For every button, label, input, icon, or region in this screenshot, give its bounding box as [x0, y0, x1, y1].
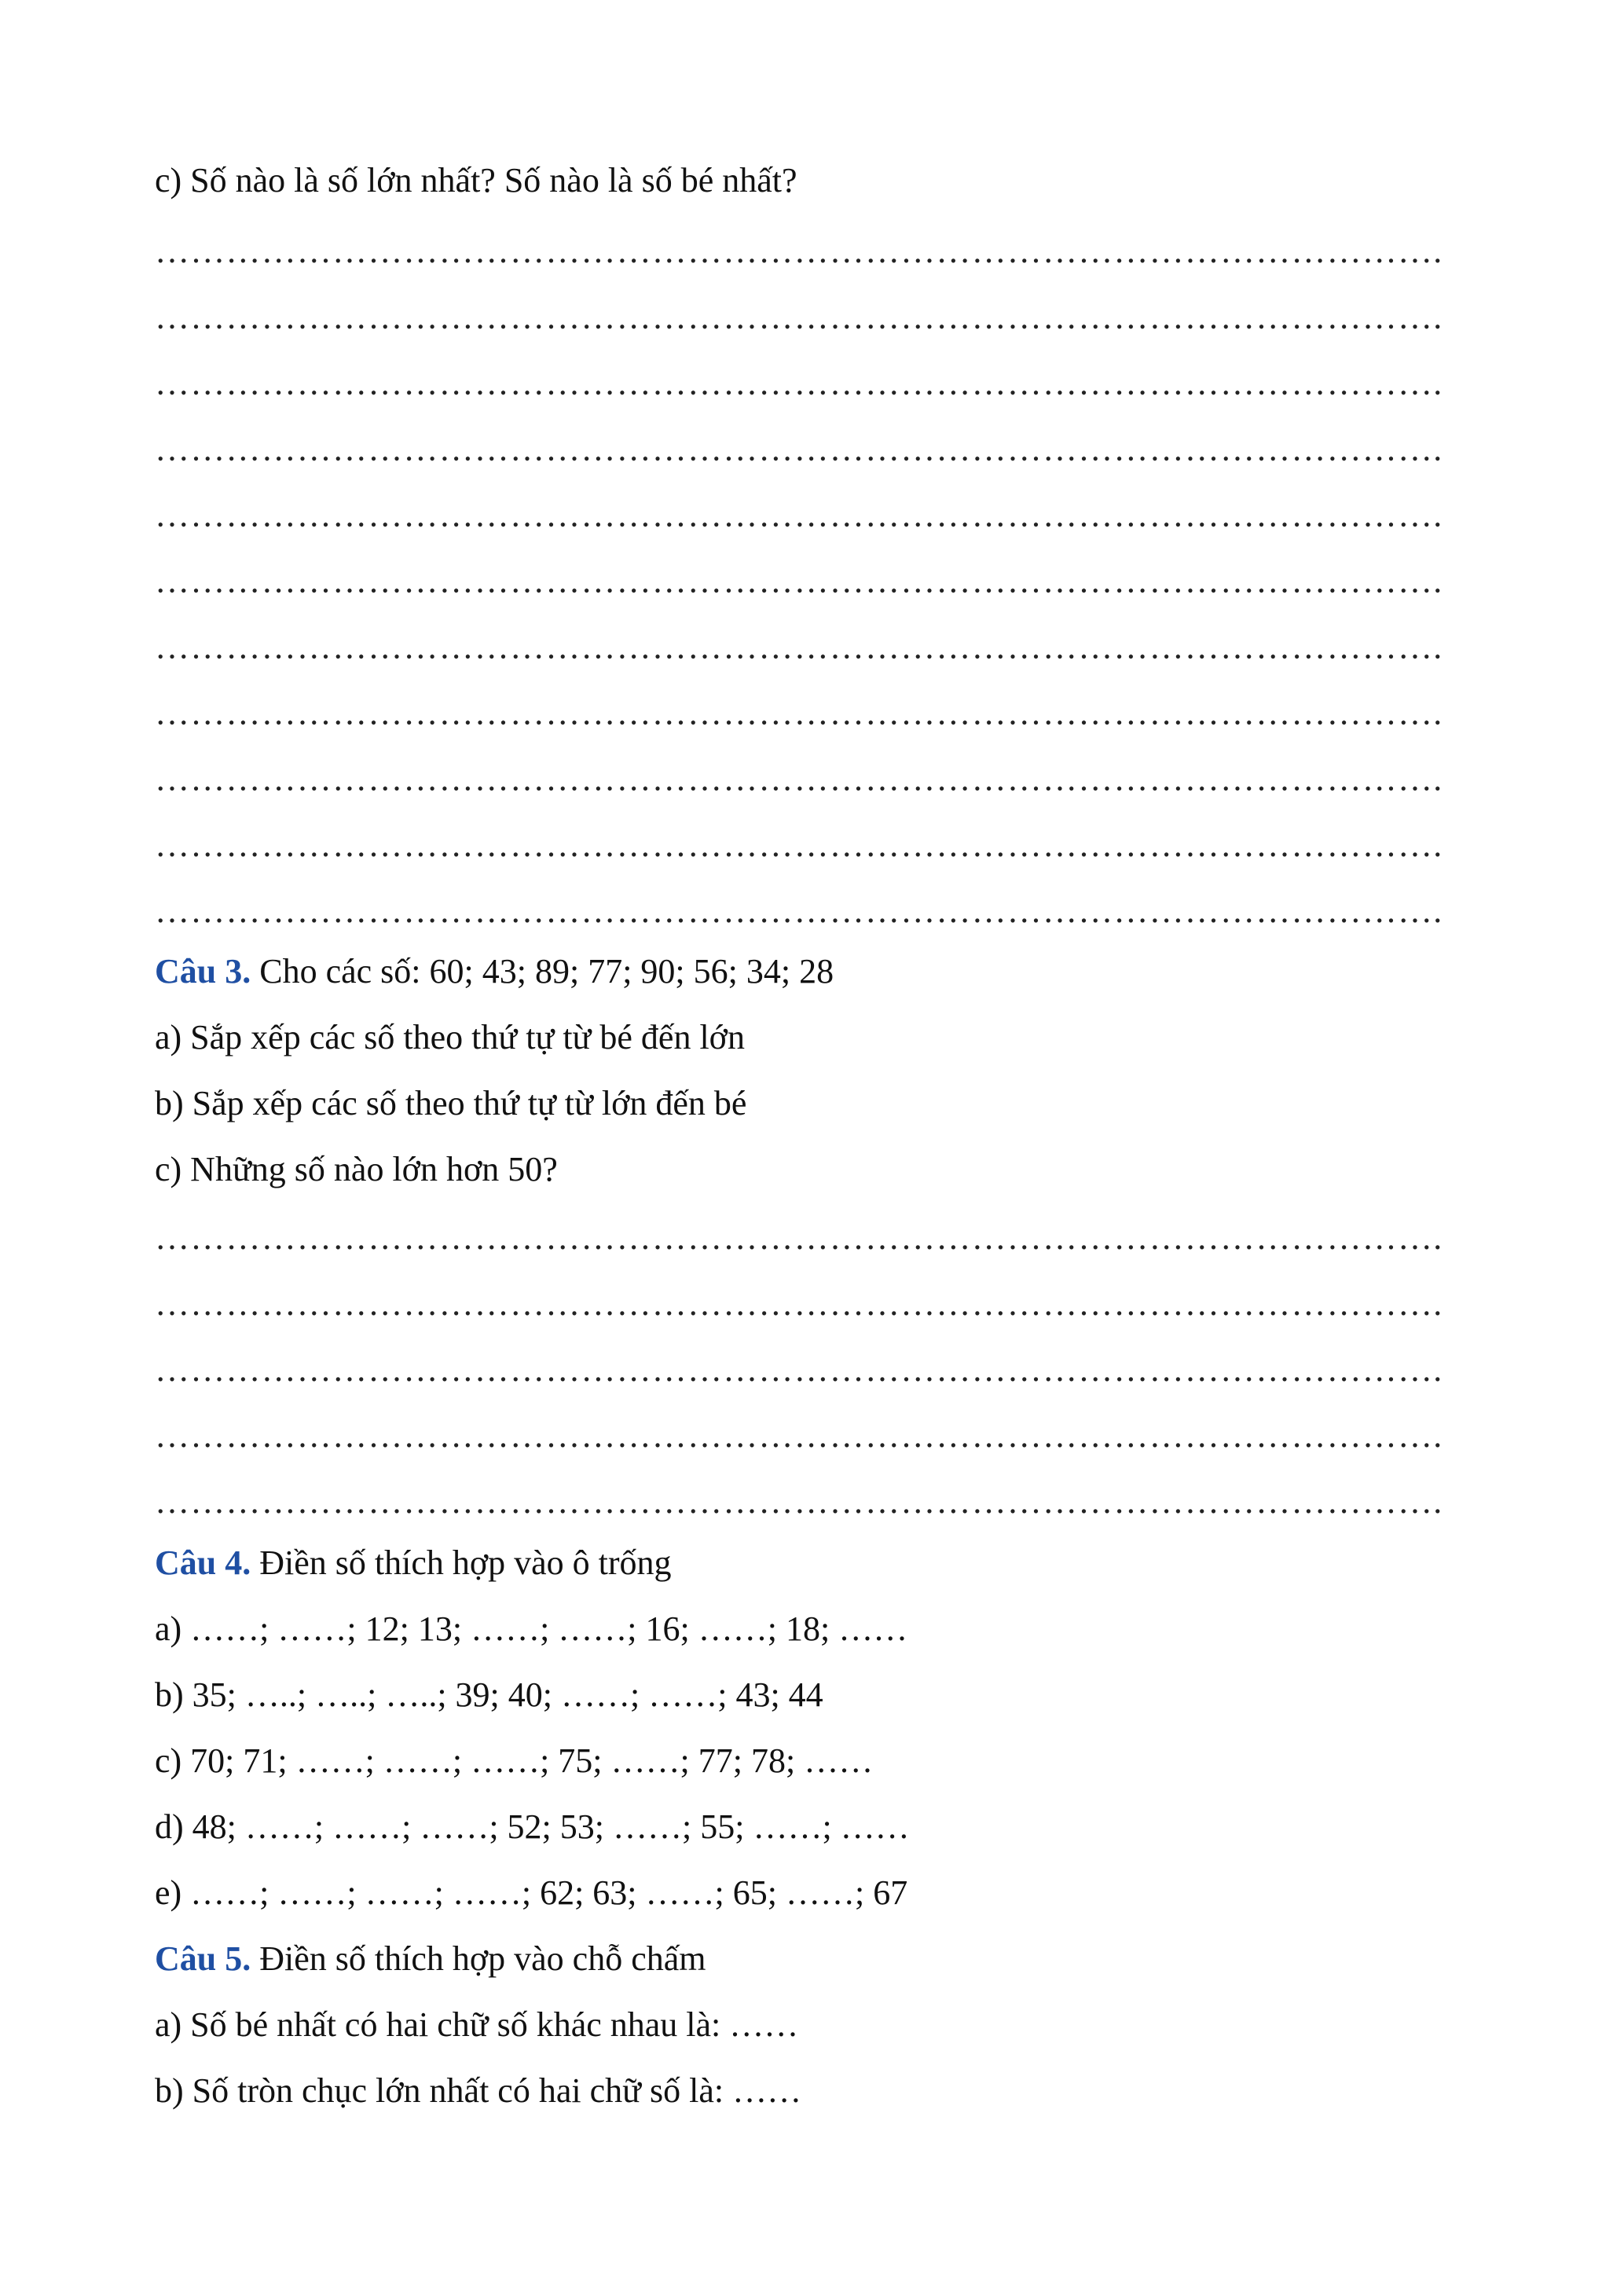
answer-line: ……………………………………………………………………………………………….	[155, 628, 1443, 666]
question-4c: c) 70; 71; ……; ……; ……; 75; ……; 77; 78; ……	[155, 1741, 874, 1780]
question-4a: a) ……; ……; 12; 13; ……; ……; 16; ……; 18; ……	[155, 1609, 908, 1648]
answer-line: ……………………………………………………………………………………………….	[155, 232, 1443, 270]
answer-line: ……………………………………………………………………………………………….	[155, 760, 1443, 798]
answer-line: ……………………………………………………………………………………………….	[155, 892, 1443, 930]
answer-line: ……………………………………………………………………………………………….	[155, 1218, 1443, 1257]
question-2c: c) Số nào là số lớn nhất? Số nào là số bé nhất?	[155, 161, 797, 200]
question-4-text: Điền số thích hợp vào ô trống	[251, 1543, 672, 1582]
question-5-text: Điền số thích hợp vào chỗ chấm	[251, 1939, 706, 1978]
answer-line: ……………………………………………………………………………………………….	[155, 430, 1443, 468]
question-4-heading	[155, 1540, 672, 1587]
question-4e: e) ……; ……; ……; ……; 62; 63; ……; 65; ……; 67	[155, 1873, 908, 1912]
question-4b: b) 35; …..; …..; …..; 39; 40; ……; ……; 43; 44	[155, 1675, 823, 1714]
question-3-label: Câu 3.	[155, 952, 251, 991]
answer-line: ……………………………………………………………………………………………….	[155, 562, 1443, 600]
answer-line: ……………………………………………………………………………………………….	[155, 1284, 1443, 1323]
answer-line: ……………………………………………………………………………………………….	[155, 364, 1443, 402]
answer-line: ……………………………………………………………………………………………….	[155, 694, 1443, 732]
question-3a: a) Sắp xếp các số theo thứ tự từ bé đến lớn	[155, 1018, 745, 1056]
answer-line: ……………………………………………………………………………………………….	[155, 826, 1443, 864]
answer-line: ……………………………………………………………………………………………….	[155, 298, 1443, 336]
answer-line: ……………………………………………………………………………………………….	[155, 1350, 1443, 1389]
question-5a: a) Số bé nhất có hai chữ số khác nhau là: ……	[155, 2005, 799, 2044]
question-5-heading	[155, 1935, 706, 1983]
question-3c: c) Những số nào lớn hơn 50?	[155, 1150, 558, 1188]
question-3b: b) Sắp xếp các số theo thứ tự từ lớn đến bé	[155, 1084, 747, 1122]
answer-line: ……………………………………………………………………………………………….	[155, 1416, 1443, 1455]
answer-line: ……………………………………………………………………………………………….	[155, 496, 1443, 534]
question-4d: d) 48; ……; ……; ……; 52; 53; ……; 55; ……; ……	[155, 1807, 910, 1846]
question-5-label: Câu 5.	[155, 1939, 251, 1978]
question-3-heading	[155, 948, 834, 995]
answer-line: ……………………………………………………………………………………………….	[155, 1482, 1443, 1521]
question-5b: b) Số tròn chục lớn nhất có hai chữ số là: ……	[155, 2071, 802, 2110]
question-3-text: Cho các số: 60; 43; 89; 77; 90; 56; 34; 28	[251, 952, 834, 991]
question-4-label: Câu 4.	[155, 1543, 251, 1582]
